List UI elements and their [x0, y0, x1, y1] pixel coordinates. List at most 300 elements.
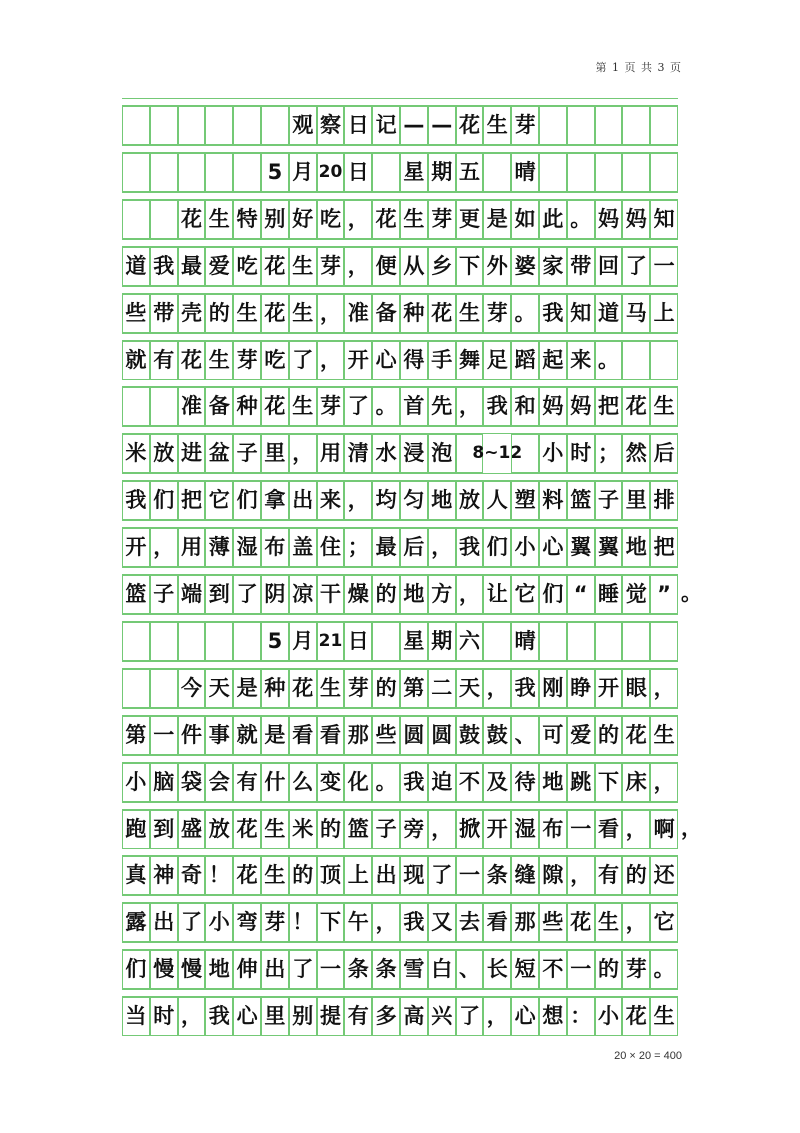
row-gap-band [122, 661, 678, 669]
grid-cell: 芽 [483, 294, 511, 333]
grid-cell: 一 [567, 810, 595, 849]
grid-cell: 手 [428, 341, 456, 380]
grid-cell [122, 387, 150, 426]
grid-cell: 布 [261, 528, 289, 567]
grid-cell [122, 622, 150, 661]
grid-cell: 是 [483, 200, 511, 239]
grid-cell: 爱 [205, 247, 233, 286]
grid-cell: 花 [622, 997, 650, 1036]
grid-cell: 床 [622, 763, 650, 802]
grid-cell: 当 [122, 997, 150, 1036]
grid-cell: 花 [289, 669, 317, 708]
grid-cell: 燥 [344, 575, 372, 614]
grid-cell: 生 [456, 294, 484, 333]
grid-cell: 种 [261, 669, 289, 708]
row-gap-band [122, 286, 678, 294]
grid-cell: 此 [539, 200, 567, 239]
grid-cell: 花 [178, 200, 206, 239]
grid-row [122, 708, 678, 755]
grid-cell: 花 [428, 294, 456, 333]
grid-cell: 下 [456, 247, 484, 286]
grid-cell: 生 [289, 247, 317, 286]
grid-cell [567, 153, 595, 192]
grid-cell: 些 [122, 294, 150, 333]
grid-cell: 弯 [233, 903, 261, 942]
grid-cell: 带 [150, 294, 178, 333]
grid-row [122, 520, 678, 567]
grid-cell: 看 [289, 716, 317, 755]
grid-cell: ， [650, 669, 678, 708]
grid-cell: 布 [539, 810, 567, 849]
grid-cell: “ [567, 575, 595, 614]
grid-cell: 时 [567, 434, 595, 473]
grid-cell [122, 153, 150, 192]
grid-cell: 们 [233, 481, 261, 520]
grid-cell: 提 [317, 997, 345, 1036]
grid-cell: 跑 [122, 810, 150, 849]
grid-row [122, 614, 678, 661]
grid-cell: 特 [233, 200, 261, 239]
grid-cell: 短 [511, 950, 539, 989]
grid-cell: 干 [317, 575, 345, 614]
grid-cell: 生 [289, 294, 317, 333]
row-gap-band [122, 802, 678, 810]
grid-cell: 出 [289, 481, 317, 520]
grid-cell: 妈 [567, 387, 595, 426]
grid-cell: 条 [483, 856, 511, 895]
grid-row [122, 98, 678, 145]
grid-cell: 放 [456, 481, 484, 520]
grid-cell [150, 669, 178, 708]
grid-cell [205, 622, 233, 661]
grid-cell: 了 [622, 247, 650, 286]
row-gap-band [122, 942, 678, 950]
grid-row [122, 895, 678, 942]
row-gap-band [122, 426, 678, 434]
grid-cell: 凉 [289, 575, 317, 614]
grid-cell [261, 106, 289, 145]
grid-cell: 从 [400, 247, 428, 286]
grid-cell: 雪 [400, 950, 428, 989]
grid-cell: 盖 [289, 528, 317, 567]
grid-cell: 去 [456, 903, 484, 942]
grid-cell: 我 [539, 294, 567, 333]
grid-cell: 来 [317, 481, 345, 520]
grid-cell: 一 [150, 716, 178, 755]
grid-cell: 种 [233, 387, 261, 426]
grid-cell: 篮 [344, 810, 372, 849]
grid-cell: 期 [428, 153, 456, 192]
grid-cell: 刚 [539, 669, 567, 708]
grid-cell: 盛 [178, 810, 206, 849]
grid-cell: 花 [622, 387, 650, 426]
grid-cell [539, 153, 567, 192]
grid-cell: 把 [178, 481, 206, 520]
grid-cell: 妈 [595, 200, 623, 239]
grid-cell [595, 106, 623, 145]
grid-cell: 它 [650, 903, 678, 942]
grid-cell: 鼓 [456, 716, 484, 755]
grid-cell: 如 [511, 200, 539, 239]
grid-cell: 小 [539, 434, 567, 473]
composition-grid [122, 98, 702, 1036]
grid-cell: 水 [372, 434, 400, 473]
grid-cell: 爱 [567, 716, 595, 755]
grid-cell: 湿 [233, 528, 261, 567]
grid-cell: 首 [400, 387, 428, 426]
grid-cell: 出 [372, 856, 400, 895]
grid-cell: 来 [567, 341, 595, 380]
grid-cell [150, 153, 178, 192]
grid-cell: 了 [233, 575, 261, 614]
grid-cell: 花 [261, 247, 289, 286]
grid-cell: 兴 [428, 997, 456, 1036]
grid-cell: 生 [400, 200, 428, 239]
grid-cell: 篮 [567, 481, 595, 520]
grid-cell: 准 [344, 294, 372, 333]
grid-cell: ， [317, 294, 345, 333]
grid-cell: — [400, 106, 428, 145]
grid-cell: 日 [344, 622, 372, 661]
grid-cell: 们 [483, 528, 511, 567]
grid-cell: ， [344, 247, 372, 286]
grid-cell: 日 [344, 106, 372, 145]
grid-row [122, 333, 678, 380]
grid-cell: ， [483, 669, 511, 708]
grid-cell: 最 [178, 247, 206, 286]
grid-cell [150, 387, 178, 426]
grid-cell: 5 [261, 153, 289, 192]
grid-cell: 慢 [178, 950, 206, 989]
grid-cell: 妈 [539, 387, 567, 426]
grid-cell: 备 [372, 294, 400, 333]
grid-cell: 迫 [428, 763, 456, 802]
grid-cell: 了 [289, 341, 317, 380]
row-gap-band [122, 379, 678, 387]
grid-cell [150, 106, 178, 145]
grid-cell: 排 [650, 481, 678, 520]
grid-cell: 下 [595, 763, 623, 802]
grid-cell: 地 [400, 575, 428, 614]
row-gap-band [122, 614, 678, 622]
grid-cell: 六 [456, 622, 484, 661]
grid-cell: 。 [372, 387, 400, 426]
grid-cell: 些 [372, 716, 400, 755]
grid-cell: 看 [317, 716, 345, 755]
grid-cell: ， [344, 200, 372, 239]
grid-cell [483, 153, 511, 192]
grid-row [122, 192, 678, 239]
grid-cell [205, 106, 233, 145]
grid-cell: 放 [205, 810, 233, 849]
row-gap-band [122, 145, 678, 153]
grid-cell: 觉 [622, 575, 650, 614]
grid-cell [233, 622, 261, 661]
grid-cell: 生 [650, 716, 678, 755]
grid-cell: 么 [289, 763, 317, 802]
grid-cell: 吃 [233, 247, 261, 286]
grid-cell: 记 [372, 106, 400, 145]
grid-cell: 生 [317, 669, 345, 708]
row-gap-band [122, 567, 678, 575]
grid-cell: 会 [205, 763, 233, 802]
grid-cell [622, 106, 650, 145]
grid-cell: 慢 [150, 950, 178, 989]
grid-cell: 芽 [428, 200, 456, 239]
grid-cell: 后 [650, 434, 678, 473]
grid-cell: ， [456, 575, 484, 614]
grid-cell: 地 [205, 950, 233, 989]
grid-cell [372, 622, 400, 661]
grid-cell: 袋 [178, 763, 206, 802]
grid-cell: — [428, 106, 456, 145]
grid-cell: 有 [233, 763, 261, 802]
grid-cell: 的 [595, 716, 623, 755]
grid-cell: 备 [205, 387, 233, 426]
grid-cell: 道 [595, 294, 623, 333]
grid-row [122, 755, 678, 802]
grid-cell: 小 [205, 903, 233, 942]
grid-cell: 出 [261, 950, 289, 989]
grid-cell [178, 153, 206, 192]
grid-cell: ， [483, 997, 511, 1036]
grid-cell: 上 [650, 294, 678, 333]
grid-cell: 观 [289, 106, 317, 145]
grid-cell: 化 [344, 763, 372, 802]
grid-cell: 晴 [511, 622, 539, 661]
grid-cell: 料 [539, 481, 567, 520]
grid-cell: 的 [622, 856, 650, 895]
row-gap-band [122, 333, 678, 341]
grid-cell: 变 [317, 763, 345, 802]
grid-cell: 米 [289, 810, 317, 849]
grid-cell: 生 [650, 387, 678, 426]
row-gap-band [122, 192, 678, 200]
grid-cell: 它 [511, 575, 539, 614]
grid-cell: 天 [456, 669, 484, 708]
grid-cell [595, 153, 623, 192]
grid-cell: 生 [289, 387, 317, 426]
grid-cell: 出 [150, 903, 178, 942]
row-gap-band [122, 98, 678, 106]
grid-cell: 星 [400, 153, 428, 192]
grid-cell: 更 [456, 200, 484, 239]
grid-cell: 端 [178, 575, 206, 614]
grid-cell: 的 [289, 856, 317, 895]
margin-punctuation: ， [681, 815, 702, 840]
grid-cell: 什 [261, 763, 289, 802]
row-gap-band [122, 989, 678, 997]
grid-cell: 然 [622, 434, 650, 473]
grid-cell: 好 [289, 200, 317, 239]
grid-cell: 事 [205, 716, 233, 755]
grid-cell: 让 [483, 575, 511, 614]
grid-cell: 我 [511, 669, 539, 708]
grid-cell: 我 [150, 247, 178, 286]
grid-cell: 圆 [428, 716, 456, 755]
grid-cell: ， [317, 341, 345, 380]
grid-cell: 里 [261, 997, 289, 1036]
grid-cell: ！ [205, 856, 233, 895]
grid-cell: 带 [567, 247, 595, 286]
grid-cell: 心 [233, 997, 261, 1036]
page-number: 第 1 页 共 3 页 [595, 61, 682, 74]
grid-cell: 些 [539, 903, 567, 942]
grid-cell: 二 [428, 669, 456, 708]
grid-cell: ， [428, 810, 456, 849]
grid-cell: 知 [567, 294, 595, 333]
grid-cell: 舞 [456, 341, 484, 380]
grid-cell: 生 [205, 341, 233, 380]
grid-cell [233, 106, 261, 145]
grid-cell: 5 [261, 622, 289, 661]
grid-cell: 日 [344, 153, 372, 192]
grid-cell: 的 [372, 575, 400, 614]
grid-cell: 芽 [511, 106, 539, 145]
grid-cell: 察 [317, 106, 345, 145]
grid-cell: 知 [650, 200, 678, 239]
grid-cell: 进 [178, 434, 206, 473]
grid-cell: 有 [595, 856, 623, 895]
grid-cell: 掀 [456, 810, 484, 849]
row-gap-band [122, 848, 678, 856]
grid-cell: 妈 [622, 200, 650, 239]
grid-cell: 蹈 [511, 341, 539, 380]
grid-cell: 芽 [344, 669, 372, 708]
grid-cell: 清 [344, 434, 372, 473]
grid-cell: ； [595, 434, 623, 473]
grid-cell: 不 [456, 763, 484, 802]
grid-cell: 湿 [511, 810, 539, 849]
grid-cell: 芽 [317, 387, 345, 426]
grid-cell: 开 [483, 810, 511, 849]
grid-cell: 婆 [511, 247, 539, 286]
grid-cell: 一 [456, 856, 484, 895]
grid-cell: 奇 [178, 856, 206, 895]
grid-cell: 睁 [567, 669, 595, 708]
grid-cell: 塑 [511, 481, 539, 520]
grid-cell: 顶 [317, 856, 345, 895]
grid-cell [622, 622, 650, 661]
grid-cell: 翼 [567, 528, 595, 567]
grid-cell: ， [622, 810, 650, 849]
grid-cell: 看 [595, 810, 623, 849]
grid-cell: 心 [511, 997, 539, 1036]
grid-cell [372, 153, 400, 192]
grid-cell: 及 [483, 763, 511, 802]
grid-cell: 有 [344, 997, 372, 1036]
grid-cell: 回 [595, 247, 623, 286]
grid-cell [178, 622, 206, 661]
grid-cell: 足 [483, 341, 511, 380]
grid-cell: ！ [289, 903, 317, 942]
grid-cell: 子 [595, 481, 623, 520]
grid-cell: ， [428, 528, 456, 567]
grid-cell: 花 [178, 341, 206, 380]
grid-row [122, 989, 678, 1036]
row-gap-band [122, 520, 678, 528]
grid-cell: 们 [539, 575, 567, 614]
grid-cell: 开 [344, 341, 372, 380]
grid-cell: 地 [428, 481, 456, 520]
grid-cell: 条 [344, 950, 372, 989]
grid-cell: 是 [261, 716, 289, 755]
grid-cell: 生 [650, 997, 678, 1036]
grid-cell: ： [567, 997, 595, 1036]
grid-cell: 生 [205, 200, 233, 239]
grid-cell: 花 [622, 716, 650, 755]
grid-cell: 到 [150, 810, 178, 849]
grid-cell: 高 [400, 997, 428, 1036]
grid-cell: 浸 [400, 434, 428, 473]
grid-row [122, 567, 702, 614]
grid-cell: 后 [400, 528, 428, 567]
grid-cell: ； [344, 528, 372, 567]
grid-cell: 件 [178, 716, 206, 755]
grid-cell: 和 [511, 387, 539, 426]
grid-cell: 我 [400, 763, 428, 802]
grid-cell: 五 [456, 153, 484, 192]
grid-cell: 。 [650, 950, 678, 989]
grid-cell: 到 [205, 575, 233, 614]
grid-cell: 神 [150, 856, 178, 895]
grid-cell: 晴 [511, 153, 539, 192]
grid-cell: 翼 [595, 528, 623, 567]
grid-cell: 20 [317, 153, 345, 192]
grid-cell: 第 [122, 716, 150, 755]
grid-cell: 一 [567, 950, 595, 989]
grid-cell [122, 669, 150, 708]
row-gap-band [122, 708, 678, 716]
grid-cell: 得 [400, 341, 428, 380]
grid-cell: 今 [178, 669, 206, 708]
grid-cell: 是 [233, 669, 261, 708]
grid-cell [567, 622, 595, 661]
grid-row [122, 473, 678, 520]
grid-cell: 花 [456, 106, 484, 145]
grid-cell: ， [567, 856, 595, 895]
grid-cell [122, 106, 150, 145]
grid-cell: 方 [428, 575, 456, 614]
grid-cell: 一 [317, 950, 345, 989]
grid-cell: 匀 [400, 481, 428, 520]
grid-row [122, 239, 678, 286]
grid-row [122, 848, 678, 895]
grid-cell: 多 [372, 997, 400, 1036]
grid-cell: 圆 [400, 716, 428, 755]
grid-cell: 种 [400, 294, 428, 333]
grid-cell: 就 [122, 341, 150, 380]
grid-cell: 我 [122, 481, 150, 520]
grid-cell: 条 [372, 950, 400, 989]
grid-cell [122, 200, 150, 239]
margin-punctuation: 。 [681, 581, 702, 605]
grid-cell [539, 622, 567, 661]
grid-cell: 旁 [400, 810, 428, 849]
grid-cell: 露 [122, 903, 150, 942]
grid-cell: 可 [539, 716, 567, 755]
grid-cell: 。 [511, 294, 539, 333]
grid-cell [650, 153, 678, 192]
grid-cell: 花 [233, 856, 261, 895]
grid-cell: 生 [261, 810, 289, 849]
grid-cell [567, 106, 595, 145]
grid-cell: 乡 [428, 247, 456, 286]
grid-cell: 现 [400, 856, 428, 895]
grid-cell: 们 [150, 481, 178, 520]
grid-cell: 心 [539, 528, 567, 567]
grid-cell: 均 [372, 481, 400, 520]
